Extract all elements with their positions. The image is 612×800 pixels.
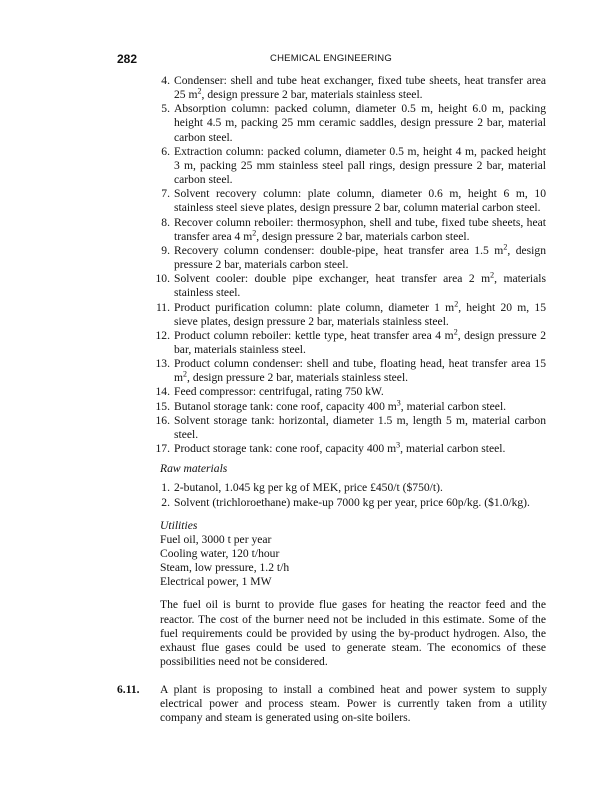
item-number: 2. [161,495,170,509]
item-number: 4. [161,74,170,87]
utility-line: Cooling water, 120 t/hour [160,547,280,560]
equipment-list [155,74,547,456]
item-number: 17. [155,442,170,456]
body-paragraph: The fuel oil is burnt to provide flue gases for heating the reactor feed and the reactor. The cost of the burner need not be included in this estimate. Some of the fuel requirements could be provided by using the by-product hydrogen. Also, the exhaust flue gases could be used to generate steam. The economics of these possibilities need not be considered. [160,598,546,669]
list-item: 9. Recovery column condenser: double-pipe, heat transfer area 1.5 $m^2$, design pressure 2 bar, materials carbon steel. [160,244,546,272]
running-head: CHEMICAL ENGINEERING [270,53,392,64]
list-item: 13. Product column condenser: shell and tube, floating head, heat transfer area 15 $m^2$, design pressure 2 bar, materials stainless steel. [160,357,546,385]
page-number: 282 [117,52,138,66]
list-item: 7. Solvent recovery column: plate column, diameter 0.6 m, height 6 m, 10 stainless steel sieve plates, design pressure 2 bar, column material carbon steel. [160,187,546,215]
raw-materials-list [160,481,546,509]
item-number: 9. [161,243,170,257]
item-number: 7. [161,187,170,201]
list-item: 2. Solvent (trichloroethane) make-up 7000 kg per year, price 60p/kg. ($1.0/kg). [160,496,546,510]
item-number: 16. [155,413,170,427]
problem-text: A plant is proposing to install a combined heat and power system to supply electrical power and process steam. Power is currently taken from a utility company and steam is generated using on-site boilers. [160,683,547,725]
item-number: 6. [161,144,170,158]
page-header [117,52,545,68]
list-item: 11. Product purification column: plate column, diameter 1 $m^2$, height 20 m, 15 sieve plates, design pressure 2 bar, materials stainless steel. [160,301,546,329]
problem-number: 6.11. [117,683,140,696]
item-number: 14. [155,385,170,399]
list-item: 6. Extraction column: packed column, diameter 0.5 m, height 4 m, packed height 3 m, packing 25 mm stainless steel pall rings, design pressure 2 bar, material carbon steel. [160,145,546,187]
item-number: 12. [155,328,170,342]
list-item: 10. Solvent cooler: double pipe exchanger, heat transfer area 2 $m^2$, materials stainless steel. [160,272,546,300]
page-content [155,74,547,669]
list-item: 5. Absorption column: packed column, diameter 0.5 m, height 6.0 m, packing height 4.5 m, packing 25 mm ceramic saddles, design pressure 2 bar, material carbon steel. [160,102,546,144]
list-item: 4. Condenser: shell and tube heat exchanger, fixed tube sheets, heat transfer area 25 $m^2$, design pressure 2 bar, materials stainless steel. [160,74,546,102]
list-item: 15. Butanol storage tank: cone roof, capacity 400 $m^3$, material carbon steel. [160,400,546,414]
list-item: 12. Product column reboiler: kettle type, heat transfer area 4 $m^2$, design pressure 2 bar, materials stainless steel. [160,329,546,357]
utility-line: Electrical power, 1 MW [160,575,272,589]
problem-statement [117,683,547,725]
item-number: 1. [161,481,170,495]
utilities-heading: Utilities [160,518,198,532]
item-number: 5. [161,102,170,116]
list-item: 16. Solvent storage tank: horizontal, diameter 1.5 m, length 5 m, material carbon steel. [160,414,546,442]
utility-line: Fuel oil, 3000 t per year [160,532,272,546]
list-item: 1. 2-butanol, 1.045 kg per kg of MEK, price £450/t ($750/t). [160,481,546,495]
item-number: 8. [161,215,170,229]
utility-line: Steam, low pressure, 1.2 t/h [160,561,290,575]
item-number: 11. [155,300,170,314]
item-number: 13. [155,357,170,371]
list-item: 8. Recover column reboiler: thermosyphon, shell and tube, fixed tube sheets, heat transfer area 4 $m^2$, design pressure 2 bar, materials carbon steel. [160,216,546,244]
list-item: 17. Product storage tank: cone roof, capacity 400 $m^3$, material carbon steel. [160,442,546,456]
item-number: 15. [155,399,170,413]
item-number: 10. [155,272,170,286]
list-item: 14. Feed compressor: centrifugal, rating 750 kW. [160,385,546,399]
raw-materials-heading: Raw materials [160,462,228,476]
